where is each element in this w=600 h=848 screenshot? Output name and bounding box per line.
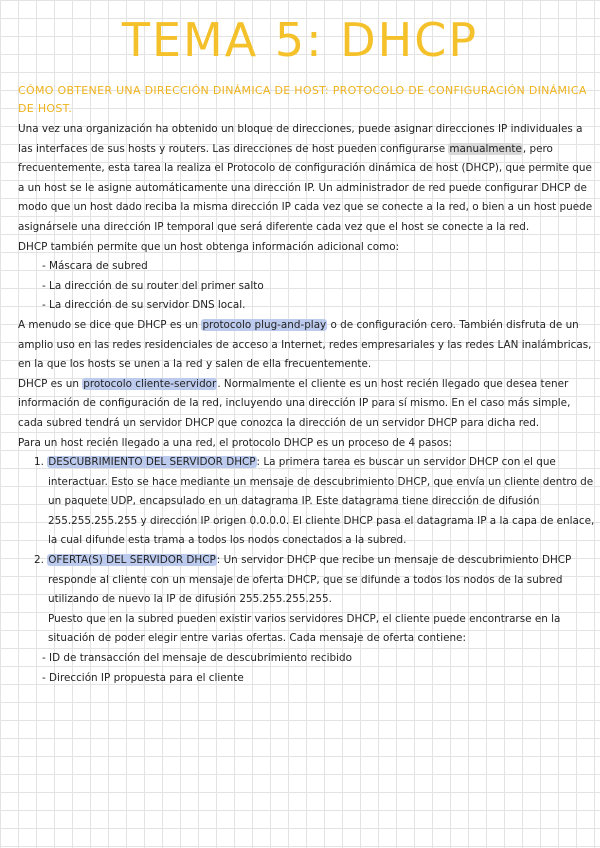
notes-body xyxy=(18,120,596,688)
step-text: : Un servidor DHCP que recibe un mensaje de descubrimiento DHCP responde al cliente con un mensaje de oferta DHCP, que se difunde a todos los nodos de la subred utilizando de nuevo la IP de difusión 255.255.255.255. xyxy=(48,554,572,606)
list-item: - La dirección de su router del primer salto xyxy=(42,279,264,292)
step-2-continued: Puesto que en la subred pueden existir varios servidores DHCP, el cliente puede encontrarse en la situación de poder elegir entre varias ofertas. Cada mensaje de oferta contiene: xyxy=(48,612,561,645)
text-segment: A menudo se dice que DHCP es un xyxy=(18,318,202,331)
paragraph-extra-info: DHCP también permite que un host obtenga información adicional como: xyxy=(18,240,400,253)
list-item: - La dirección de su servidor DNS local. xyxy=(42,299,246,312)
list-item: - Máscara de subred xyxy=(42,260,148,273)
step-number: 2. xyxy=(34,554,44,567)
step-2 xyxy=(18,551,596,610)
step-number: 1. xyxy=(34,456,44,469)
page-title: TEMA 5: DHCP xyxy=(121,13,479,67)
paragraph-steps-intro: Para un host recién llegado a una red, el protocolo DHCP es un proceso de 4 pasos: xyxy=(18,436,453,449)
text-segment: DHCP es un xyxy=(18,377,83,390)
highlight: protocolo plug-and-play xyxy=(202,318,327,331)
step-heading: OFERTA(S) DEL SERVIDOR DHCP xyxy=(48,554,216,567)
highlight: manualmente xyxy=(449,142,522,155)
paragraph-intro xyxy=(18,120,596,238)
step-1 xyxy=(18,453,596,551)
text-segment: . Normalmente el cliente es un host recién llegado que desea tener información de configuración de la red, incluyendo una dirección IP para sí mismo. En el caso más simple, cada subred tendrá un servidor DHCP que conozca la dirección de un servidor DHCP para dicha red. xyxy=(18,377,571,429)
paragraph-plug-and-play xyxy=(18,316,596,375)
highlight: protocolo cliente-servidor xyxy=(83,377,217,390)
list-item: - ID de transacción del mensaje de descubrimiento recibido xyxy=(42,652,352,665)
text-segment: , pero frecuentemente, esta tarea la realiza el Protocolo de configuración dinámica de host (DHCP), que permite que a un host se le asigne automáticamente una dirección IP. Un administrador de red puede configurar DHCP de modo que un host dado reciba la misma dirección IP cada vez que se conecte a la red, o bien a un host puede asignársele una dirección IP temporal que será diferente cada vez que el host se conecte a la red. xyxy=(18,142,593,233)
step-text: : La primera tarea es buscar un servidor DHCP con el que interactuar. Esto se hace mediante un mensaje de descubrimiento DHCP, que envía un cliente dentro de un paquete UDP, encapsulado en un datagrama IP. Este datagrama tiene dirección de difusión 255.255.255.255 y dirección IP origen 0.0.0.0. El cliente DHCP pasa el datagrama IP a la capa de enlace, la cual difunde esta trama a todos los nodos conectados a la subred. xyxy=(48,456,595,547)
text-segment: Una vez una organización ha obtenido un bloque de direcciones, puede asignar direcciones IP individuales a las interfaces de sus hosts y routers. Las direcciones de host pueden configurarse xyxy=(18,123,583,155)
list-item: - Dirección IP propuesta para el cliente xyxy=(42,671,244,684)
paragraph-client-server xyxy=(18,375,596,434)
step-heading: DESCUBRIMIENTO DEL SERVIDOR DHCP xyxy=(48,456,256,469)
section-heading: CÓMO OBTENER UNA DIRECCIÓN DINÁMICA DE HOST: PROTOCOLO DE CONFIGURACIÓN DINÁMICA DE HOST. xyxy=(18,84,587,115)
text-segment: o de configuración cero. También disfruta de un amplio uso en las redes residenciales de acceso a Internet, redes empresariales y las redes LAN inalámbricas, en la que los hosts se unen a la red y salen de ella frecuentemente. xyxy=(18,318,592,371)
